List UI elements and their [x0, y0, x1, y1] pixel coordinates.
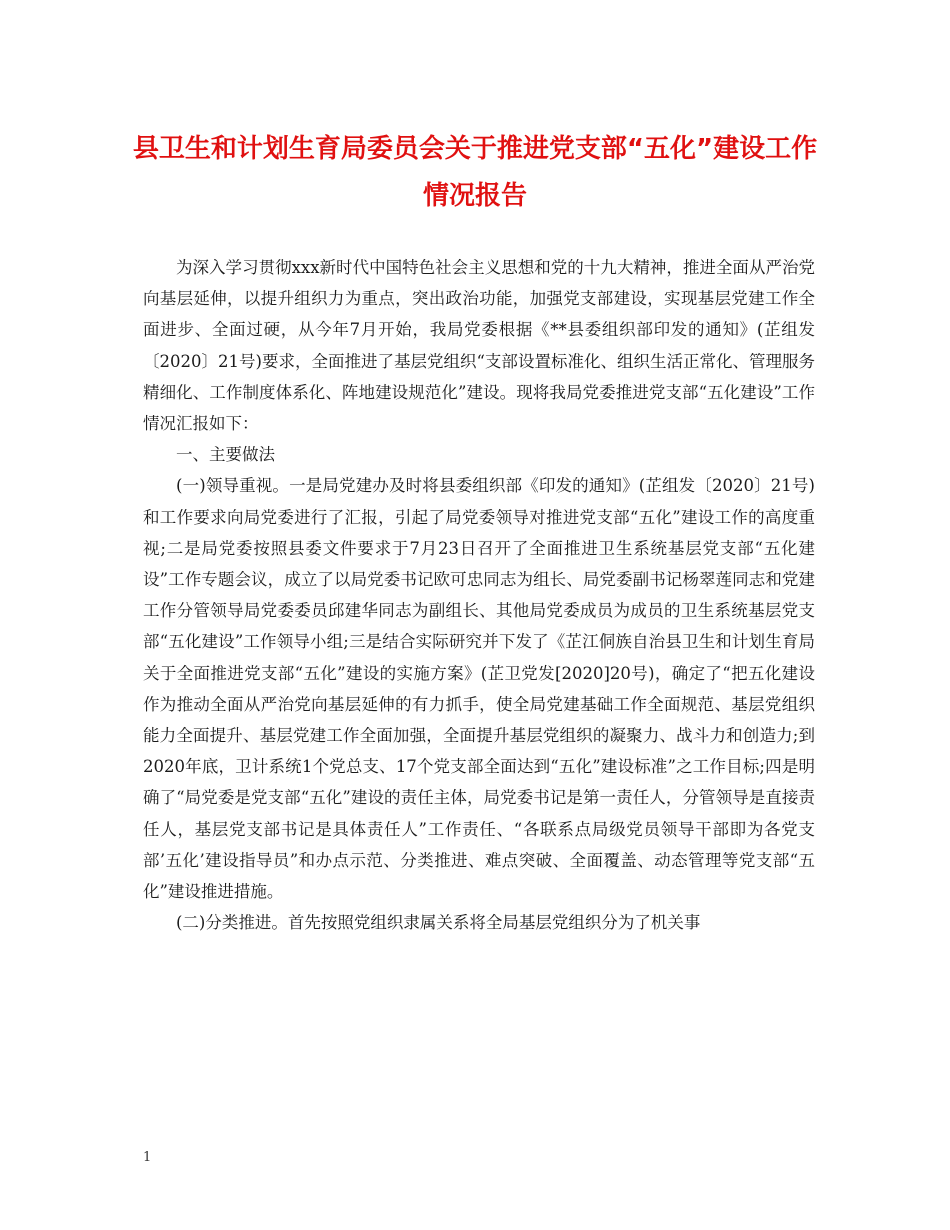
paragraph-intro: 为深入学习贯彻xxx新时代中国特色社会主义思想和党的十九大精神，推进全面从严治党向基层延伸，以提升组织力为重点，突出政治功能，加强党支部建设，实现基层党建工作全面进步、全面过硬，从今年7月开始，我局党委根据《**县委组织部印发的通知》(芷组发〔2020〕21号)要求，全面推进了基层党组织“支部设置标准化、组织生活正常化、管理服务精细化、工作制度体系化、阵地建设规范化”建设。现将我局党委推进党支部“五化建设”工作情况汇报如下：	[143, 258, 815, 434]
section-heading-main-practices: 一、主要做法	[176, 445, 275, 465]
document-body	[143, 252, 815, 938]
page-number: 1	[143, 1150, 152, 1165]
paragraph-classified-advance: (二)分类推进。首先按照党组织隶属关系将全局基层党组织分为了机关事	[176, 913, 701, 933]
paragraph-leadership: (一)领导重视。一是局党建办及时将县委组织部《印发的通知》(芷组发〔2020〕21号)和工作要求向局党委进行了汇报，引起了局党委领导对推进党支部“五化”建设工作的高度重视;二是局党委按照县委文件要求于7月23日召开了全面推进卫生系统基层党支部“五化建设”工作专题会议，成立了以局党委书记欧可忠同志为组长、局党委副书记杨翠莲同志和党建工作分管领导局党委委员邱建华同志为副组长、其他局党委成员为成员的卫生系统基层党支部“五化建设”工作领导小组;三是结合实际研究并下发了《芷江侗族自治县卫生和计划生育局关于全面推进党支部“五化”建设的实施方案》(芷卫党发[2020]20号)，确定了“把五化建设作为推动全面从严治党向基层延伸的有力抓手，使全局党建基础工作全面规范、基层党组织能力全面提升、基层党建工作全面加强，全面提升基层党组织的凝聚力、战斗力和创造力;到2020年底，卫计系统1个党总支、17个党支部全面达到“五化”建设标准”之工作目标;四是明确了“局党委是党支部“五化”建设的责任主体，局党委书记是第一责任人，分管领导是直接责任人，基层党支部书记是具体责任人”工作责任、“各联系点局级党员领导干部即为各党支部’五化’建设指导员”和办点示范、分类推进、难点突破、全面覆盖、动态管理等党支部“五化”建设推进措施。	[143, 476, 815, 902]
document-title: 县卫生和计划生育局委员会关于推进党支部“五化”建设工作情况报告	[132, 134, 818, 211]
